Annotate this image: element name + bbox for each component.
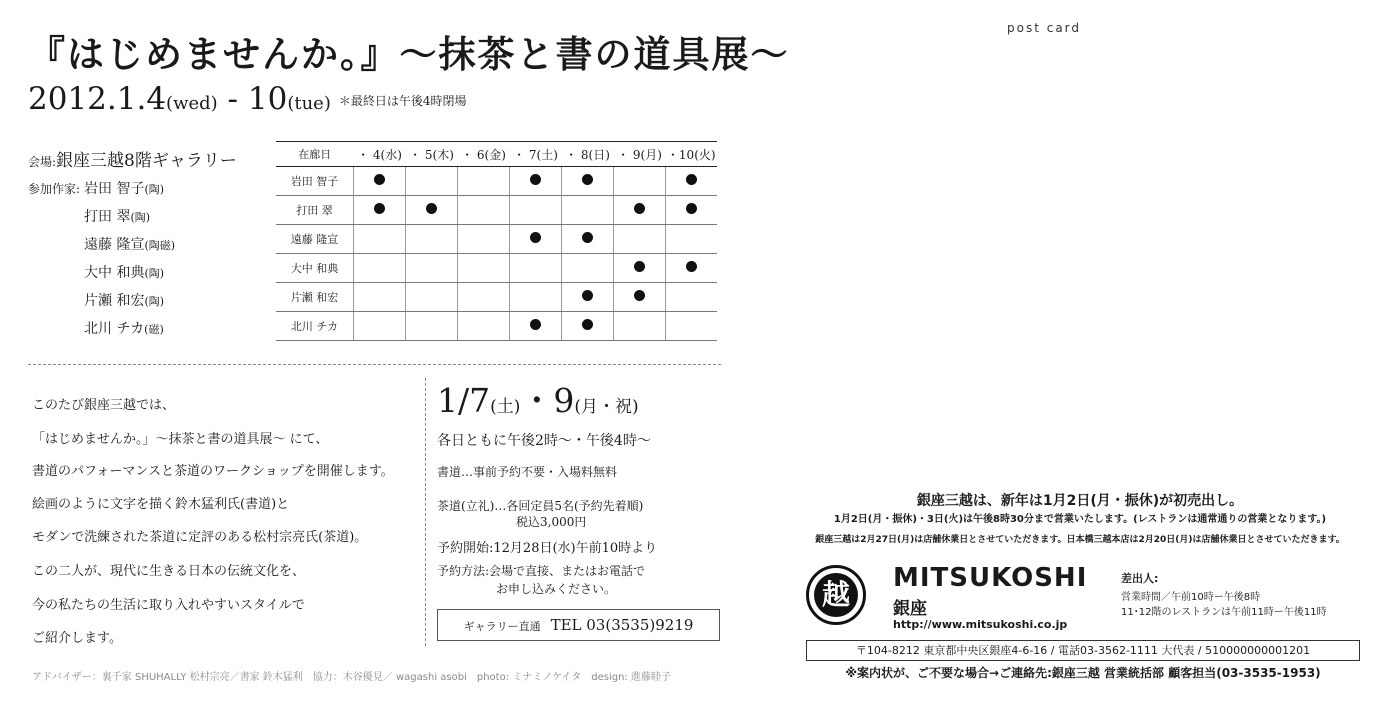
brand-name: MITSUKOSHI <box>893 563 1088 593</box>
mitsukoshi-emblem-logo <box>806 565 866 625</box>
artist-item <box>84 178 164 198</box>
artist-item <box>84 262 164 282</box>
artist-name: 岩田 智子 <box>84 181 145 197</box>
workshop-time: 各日ともに午後2時〜・午後4時〜 <box>437 433 651 449</box>
schedule-day: ・ 5(木) <box>406 142 458 167</box>
venue-name: 銀座三越8階ギャラリー <box>56 151 237 171</box>
schedule-artist-name: 北川 チカ <box>276 312 354 341</box>
schedule-cell <box>354 225 406 254</box>
contact-note: ※案内状が、ご不要な場合→ご連絡先:銀座三越 営業統括部 顧客担当(03-3535-1953) <box>845 666 1321 680</box>
artist-category: (磁) <box>144 323 164 336</box>
schedule-cell <box>666 312 718 341</box>
schedule-artist-name: 打田 翠 <box>276 196 354 225</box>
schedule-artist-name: 片瀬 和宏 <box>276 283 354 312</box>
attendance-dot <box>530 174 541 185</box>
tel-number: TEL 03(3535)9219 <box>550 616 694 634</box>
schedule-cell <box>614 254 666 283</box>
calligraphy-info: 書道…事前予約不要・入場料無料 <box>437 465 618 479</box>
schedule-row <box>276 167 717 196</box>
schedule-cell <box>354 196 406 225</box>
intro-line: 今の私たちの生活に取り入れやすいスタイルで <box>32 598 305 613</box>
workshop-day-b: (月・祝) <box>574 397 639 417</box>
schedule-cell <box>354 312 406 341</box>
schedule-cell <box>458 225 510 254</box>
schedule-cell <box>614 312 666 341</box>
schedule-row <box>276 283 717 312</box>
reservation-method-cont: お申し込みください。 <box>496 582 617 596</box>
schedule-header-label: 在廊日 <box>276 142 354 167</box>
schedule-cell <box>562 254 614 283</box>
schedule-day: ・ 4(水) <box>354 142 406 167</box>
attendance-dot <box>530 232 541 243</box>
schedule-cell <box>562 196 614 225</box>
date-note: ＊最終日は午後4時閉場 <box>338 94 467 108</box>
schedule-cell <box>406 283 458 312</box>
intro-line: 「はじめませんか。」〜抹茶と書の道具展〜 にて、 <box>32 432 329 447</box>
event-title: 『はじめませんか。』〜抹茶と書の道具展〜 <box>28 32 790 76</box>
tel-label: ギャラリー直通 <box>463 620 541 633</box>
schedule-header-row <box>276 142 717 167</box>
artist-category: (陶) <box>144 183 165 196</box>
schedule-cell <box>458 312 510 341</box>
restaurant-hours: 11･12階のレストランは午前11時ー午後11時 <box>1121 607 1327 618</box>
intro-line: ご紹介します。 <box>32 631 122 646</box>
artist-name: 打田 翠 <box>84 209 131 225</box>
attendance-dot <box>582 232 593 243</box>
schedule-artist-name: 大中 和典 <box>276 254 354 283</box>
date-main: 2012.1.4 <box>28 81 167 117</box>
schedule-cell <box>458 254 510 283</box>
dashed-divider-vertical <box>425 378 426 646</box>
schedule-cell <box>562 167 614 196</box>
intro-line: 書道のパフォーマンスと茶道のワークショップを開催します。 <box>32 464 394 479</box>
schedule-day: ・10(火) <box>666 142 718 167</box>
artist-item <box>84 290 164 310</box>
attendance-dot <box>634 261 645 272</box>
attendance-dot <box>374 174 385 185</box>
attendance-dot <box>686 203 697 214</box>
attendance-dot <box>686 174 697 185</box>
schedule-cell <box>354 254 406 283</box>
attendance-dot <box>582 290 593 301</box>
schedule-day: ・ 9(月) <box>614 142 666 167</box>
workshop-dates <box>437 381 639 420</box>
artist-category: (陶) <box>144 267 165 280</box>
schedule-cell <box>510 312 562 341</box>
attendance-dot <box>686 261 697 272</box>
attendance-schedule-table <box>276 141 717 341</box>
workshop-date-b: ・9 <box>520 381 575 420</box>
schedule-cell <box>406 254 458 283</box>
schedule-day: ・ 6(金) <box>458 142 510 167</box>
brand-store: 銀座 <box>893 599 927 619</box>
workshop-date-a: 1/7 <box>437 381 491 420</box>
dashed-divider-horizontal <box>28 364 721 365</box>
intro-line: 絵画のように文字を描く鈴木猛利氏(書道)と <box>32 497 290 512</box>
reservation-start: 予約開始:12月28日(水)午前10時より <box>437 541 658 556</box>
schedule-cell <box>510 196 562 225</box>
artists-label: 参加作家: <box>28 182 81 196</box>
intro-line: モダンで洗練された茶道に定評のある松村宗亮氏(茶道)。 <box>32 530 368 545</box>
event-date <box>28 81 467 117</box>
schedule-row <box>276 254 717 283</box>
schedule-cell <box>666 196 718 225</box>
schedule-day: ・ 7(土) <box>510 142 562 167</box>
brand-url: http://www.mitsukoshi.co.jp <box>893 618 1068 631</box>
sender-label: 差出人: <box>1121 572 1159 585</box>
artist-item <box>84 318 164 338</box>
venue-line <box>28 146 237 171</box>
schedule-cell <box>666 254 718 283</box>
schedule-cell <box>406 167 458 196</box>
schedule-cell <box>666 167 718 196</box>
intro-line: この二人が、現代に生きる日本の伝統文化を、 <box>32 564 306 579</box>
schedule-cell <box>406 225 458 254</box>
attendance-dot <box>634 203 645 214</box>
venue-label: 会場: <box>28 155 57 169</box>
date-sep: - 10 <box>217 81 288 117</box>
schedule-cell <box>406 196 458 225</box>
attendance-dot <box>374 203 385 214</box>
schedule-cell <box>562 225 614 254</box>
schedule-cell <box>510 167 562 196</box>
schedule-cell <box>614 283 666 312</box>
schedule-cell <box>562 283 614 312</box>
business-hours: 営業時間／午前10時ー午後8時 <box>1121 592 1261 603</box>
schedule-cell <box>614 196 666 225</box>
attendance-dot <box>582 174 593 185</box>
schedule-cell <box>510 254 562 283</box>
artist-name: 北川 チカ <box>84 321 145 337</box>
artist-name: 片瀬 和宏 <box>84 293 145 309</box>
schedule-artist-name: 遠藤 隆宣 <box>276 225 354 254</box>
schedule-cell <box>614 225 666 254</box>
attendance-dot <box>426 203 437 214</box>
intro-line: このたび銀座三越では、 <box>32 398 176 413</box>
artist-name: 大中 和典 <box>84 265 145 281</box>
schedule-cell <box>458 167 510 196</box>
credits: アドバイザー：裏千家 SHUHALLY 松村宗亮／書家 鈴木猛利 協力：木谷優見／ wagashi asobi photo: ミナミノケイタ design: 進藤睦子 <box>32 672 671 683</box>
schedule-cell <box>614 167 666 196</box>
attendance-dot <box>582 319 593 330</box>
artist-category: (陶) <box>144 295 165 308</box>
schedule-cell <box>510 225 562 254</box>
schedule-cell <box>666 283 718 312</box>
schedule-row <box>276 196 717 225</box>
address-box: 〒104-8212 東京都中央区銀座4-6-16 / 電話03-3562-1111 大代表 / 510000000001201 <box>806 640 1360 661</box>
artist-item <box>84 206 150 226</box>
schedule-body <box>276 167 717 341</box>
artist-item <box>84 234 175 254</box>
tea-price: 税込3,000円 <box>516 515 587 529</box>
schedule-cell <box>354 167 406 196</box>
schedule-day: ・ 8(日) <box>562 142 614 167</box>
schedule-artist-name: 岩田 智子 <box>276 167 354 196</box>
schedule-cell <box>510 283 562 312</box>
postcard-label: post card <box>1007 21 1082 35</box>
schedule-cell <box>562 312 614 341</box>
artist-category: (陶) <box>130 211 151 224</box>
emblem-glyph: 越 <box>814 573 858 617</box>
attendance-dot <box>530 319 541 330</box>
schedule-cell <box>406 312 458 341</box>
date-wed: (wed) <box>166 93 218 114</box>
date-tue: (tue) <box>287 93 331 114</box>
artist-category: (陶磁) <box>144 239 176 252</box>
artist-name: 遠藤 隆宣 <box>84 237 145 253</box>
schedule-cell <box>354 283 406 312</box>
reservation-method: 予約方法:会場で直接、またはお電話で <box>437 564 646 578</box>
schedule-cell <box>458 196 510 225</box>
schedule-cell <box>666 225 718 254</box>
workshop-day-a: (土) <box>490 397 521 417</box>
gallery-tel-box <box>437 609 720 641</box>
new-year-hours-notice: 1月2日(月・振休)・3日(火)は午後8時30分まで営業いたします。(レストランは通常通りの営業となります。) <box>833 514 1327 525</box>
attendance-dot <box>634 290 645 301</box>
tea-info: 茶道(立礼)…各回定員5名(予約先着順) <box>437 499 644 513</box>
schedule-row <box>276 312 717 341</box>
schedule-cell <box>458 283 510 312</box>
schedule-row <box>276 225 717 254</box>
new-year-notice: 銀座三越は、新年は1月2日(月・振休)が初売出し。 <box>916 493 1244 509</box>
store-closure-notice: 銀座三越は2月27日(月)は店舗休業日とさせていただきます。日本橋三越本店は2月20日(月)は店舗休業日とさせていただきます。 <box>815 535 1345 545</box>
